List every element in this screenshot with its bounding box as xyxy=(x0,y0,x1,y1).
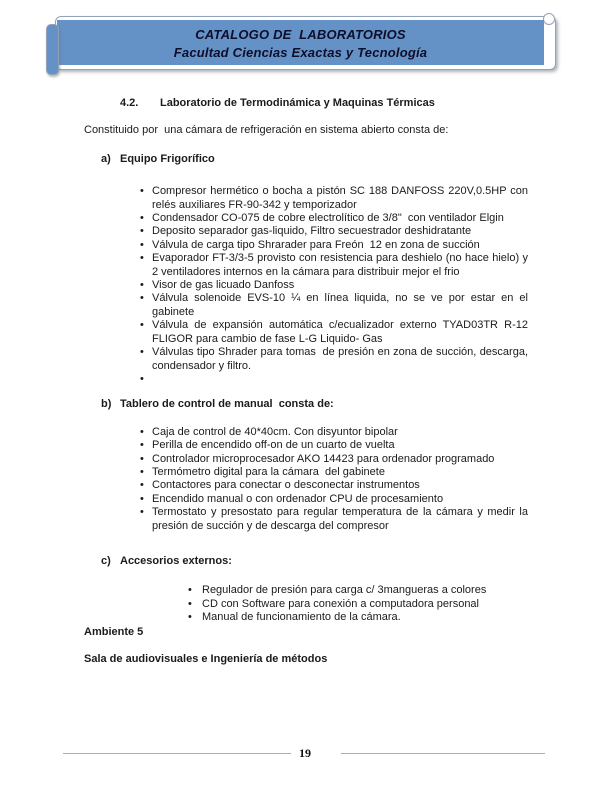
bullet-icon: • xyxy=(140,238,144,251)
list-item xyxy=(140,346,532,373)
list-item xyxy=(140,279,528,292)
list-item-text: Perilla de encendido off-on de un cuarto de vuelta xyxy=(152,439,395,452)
list-item-text: Termómetro digital para la cámara del gabinete xyxy=(152,465,385,478)
bullet-icon: • xyxy=(140,465,144,478)
section-title: Laboratorio de Termodinámica y Maquinas Térmicas xyxy=(160,97,435,109)
subsection-c-heading xyxy=(101,555,528,568)
accessories-list-c xyxy=(188,584,528,624)
page-number: 19 xyxy=(299,746,311,760)
list-item xyxy=(140,506,532,533)
equipment-list-a xyxy=(140,185,532,386)
subsection-c-title: Accesorios externos: xyxy=(120,554,232,567)
page-content xyxy=(0,97,612,666)
list-item xyxy=(140,479,528,492)
bullet-icon: • xyxy=(140,346,144,359)
subsection-b-label: b) xyxy=(101,398,112,411)
list-item xyxy=(140,319,532,346)
list-item xyxy=(140,426,528,439)
faculty-subtitle: Facultad Ciencias Exactas y Tecnología xyxy=(173,44,428,60)
list-item xyxy=(140,225,528,238)
list-item-text: Regulador de presión para carga c/ 3mangueras a colores xyxy=(202,584,487,597)
list-item-text: Válvulas tipo Shrader para tomas de presión en zona de succión, descarga, condensador y filtro. xyxy=(152,346,532,372)
list-item xyxy=(188,598,528,611)
intro-paragraph: Constituido por una cámara de refrigeración en sistema abierto consta de: xyxy=(84,124,449,137)
list-item-text: Válvula solenoide EVS-10 ¼ en línea liquida, no se ve por estar en el gabinete xyxy=(152,292,532,318)
list-item xyxy=(140,292,532,319)
banner-scroll-roll-icon xyxy=(46,24,59,75)
section-number: 4.2. xyxy=(120,97,139,109)
list-item-text: Evaporador FT-3/3-5 provisto con resistencia para deshielo (no hace hielo) y 2 ventiladores internos en la cámara para distribuir mejor el frio xyxy=(152,252,532,278)
subsection-c-label: c) xyxy=(101,554,111,567)
bullet-icon: • xyxy=(140,372,144,385)
banner-scroll-curl-icon xyxy=(543,13,555,25)
list-item xyxy=(140,212,528,225)
subsection-b-title: Tablero de control de manual consta de: xyxy=(120,398,334,411)
subsection-a-title: Equipo Frigorífico xyxy=(120,152,215,165)
bullet-icon: • xyxy=(140,425,144,438)
bullet-icon: • xyxy=(140,279,144,292)
control-panel-list-b xyxy=(140,425,532,533)
list-item-text xyxy=(152,373,528,386)
footer-rule-right xyxy=(341,753,545,754)
bullet-icon: • xyxy=(188,611,192,624)
list-item xyxy=(188,611,528,624)
subsection-a-heading xyxy=(101,153,528,166)
subsection-a-label: a) xyxy=(101,152,111,165)
page-footer xyxy=(63,746,545,760)
ambiente-note: Ambiente 5 xyxy=(84,625,144,638)
list-item xyxy=(188,584,528,597)
bullet-icon: • xyxy=(140,292,144,305)
list-item-text: Válvula de carga tipo Shrarader para Freón 12 en zona de succión xyxy=(152,238,480,251)
bullet-icon: • xyxy=(188,597,192,610)
bullet-icon: • xyxy=(140,439,144,452)
bullet-icon: • xyxy=(140,479,144,492)
list-item-text: Controlador microprocesador AKO 14423 para ordenador programado xyxy=(152,452,495,465)
list-item-text: Contactores para conectar o desconectar instrumentos xyxy=(152,479,420,492)
list-item-text: Caja de control de 40*40cm. Con disyuntor bipolar xyxy=(152,425,398,438)
list-item xyxy=(140,239,528,252)
sala-note: Sala de audiovisuales e Ingeniería de métodos xyxy=(84,653,328,665)
bullet-icon: • xyxy=(140,225,144,238)
bullet-icon: • xyxy=(140,506,144,519)
list-item xyxy=(140,493,528,506)
list-item-text: Encendido manual o con ordenador CPU de procesamiento xyxy=(152,492,444,505)
bullet-icon: • xyxy=(140,452,144,465)
list-item xyxy=(140,185,532,212)
list-item-text: Condensador CO-075 de cobre electrolítico de 3/8" con ventilador Elgin xyxy=(152,212,504,225)
bullet-icon: • xyxy=(140,252,144,265)
list-item-text: Deposito separador gas-liquido, Filtro secuestrador deshidratante xyxy=(152,225,472,238)
list-item-text: Compresor hermético o bocha a pistón SC 188 DANFOSS 220V,0.5HP con relés auxiliares FR-90-342 y temporizador xyxy=(152,185,532,211)
list-item xyxy=(140,439,528,452)
list-item-text: Visor de gas licuado Danfoss xyxy=(152,279,295,292)
list-item xyxy=(140,252,532,279)
subsection-b-heading xyxy=(101,398,528,411)
bullet-icon: • xyxy=(140,319,144,332)
list-item-text: CD con Software para conexión a computadora personal xyxy=(202,597,479,610)
bullet-icon: • xyxy=(140,212,144,225)
bullet-icon: • xyxy=(140,492,144,505)
catalog-title: CATALOGO DE LABORATORIOS xyxy=(195,26,406,42)
list-item-text: Termostato y presostato para regular temperatura de la cámara y medir la presión de succión y de descarga del compresor xyxy=(152,506,532,532)
list-item-text: Manual de funcionamiento de la cámara. xyxy=(202,611,401,624)
list-item xyxy=(140,466,528,479)
bullet-icon: • xyxy=(140,185,144,198)
list-item-text: Válvula de expansión automática c/ecualizador externo TYAD03TR R-12 FLIGOR para cambio de fase L-G Liquido- Gas xyxy=(152,319,532,345)
bullet-icon: • xyxy=(188,584,192,597)
section-heading xyxy=(120,97,528,110)
footer-rule-left xyxy=(63,753,291,754)
list-item-empty xyxy=(140,373,528,386)
header-banner xyxy=(46,14,556,77)
list-item xyxy=(140,453,528,466)
banner-blue-panel xyxy=(57,20,544,65)
